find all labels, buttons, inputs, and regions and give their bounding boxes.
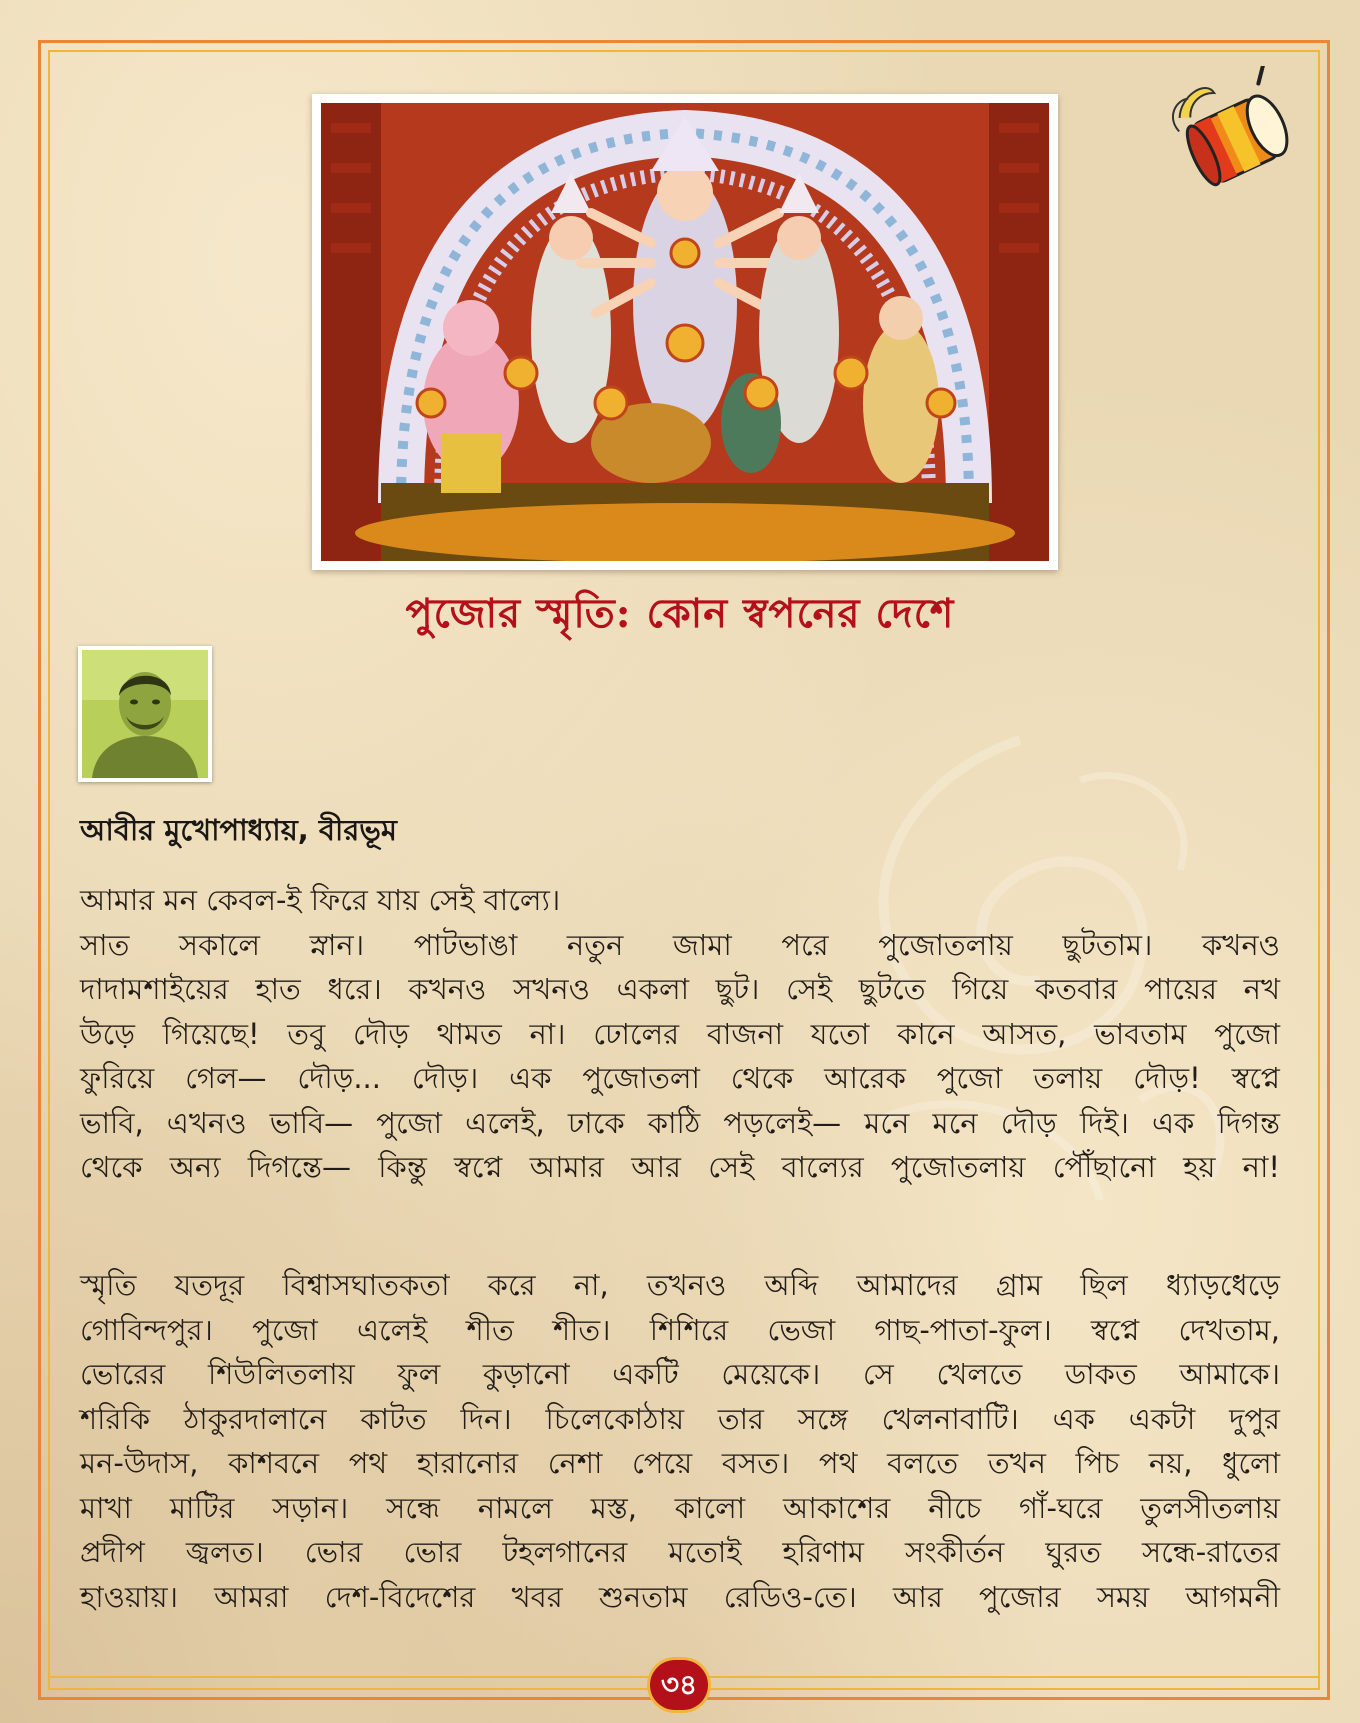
durga-idol-photo [321, 103, 1049, 561]
paragraph-1 [80, 878, 1280, 1190]
paragraph-line: দাদামশাইয়ের হাত ধরে। কখনও সখনও একলা ছুট। সেই ছুটতে গিয়ে কতবার পায়ের নখ [80, 972, 1280, 1006]
paragraph-line: ফুরিয়ে গেল— দৌড়... দৌড়। এক পুজোতলা থেকে আরেক পুজো তলায় দৌড়! স্বপ্নে [80, 1061, 1280, 1095]
paragraph-line: মাখা মাটির সড়ান। সন্ধে নামলে মস্ত, কালো আকাশের নীচে গাঁ-ঘরে তুলসীতলায় [80, 1490, 1280, 1525]
paragraph-line: আমার মন কেবল-ই ফিরে যায় সেই বাল্যে। [80, 883, 561, 917]
author-byline: আবীর মুখোপাধ্যায়, বীরভূম [80, 813, 397, 847]
paragraph-line: মন-উদাস, কাশবনে পথ হারানোর নেশা পেয়ে বসত। পথ বলতে তখন পিচ নয়, ধুলো [80, 1446, 1280, 1480]
header-photo-frame [312, 94, 1058, 570]
author-photo-frame [78, 646, 212, 782]
paragraph-line: ভোরের শিউলিতলায় ফুল কুড়ানো একটি মেয়েকে। সে খেলতে ডাকত আমাকে। [80, 1357, 1280, 1391]
paragraph-line: উড়ে গিয়েছে! তবু দৌড় থামত না। ঢোলের বাজনা যতো কানে আসত, ভাবতাম পুজো [80, 1016, 1280, 1051]
article-title: পুজোর স্মৃতি: কোন স্বপনের দেশে [405, 590, 955, 637]
paragraph-2 [80, 1263, 1280, 1619]
paragraph-line: থেকে অন্য দিগন্তে— কিন্তু স্বপ্নে আমার আর সেই বাল্যের পুজোতলায় পৌঁছানো হয় না! [80, 1150, 1280, 1184]
paragraph-line: ভাবি, এখনও ভাবি— পুজো এলেই, ঢাকে কাঠি পড়লেই— মনে মনে দৌড় দিই। এক দিগন্ত [80, 1105, 1280, 1140]
author-portrait [82, 650, 208, 778]
paragraph-line: স্মৃতি যতদূর বিশ্বাসঘাতকতা করে না, তখনও অব্দি আমাদের গ্রাম ছিল ধ্যাড়ধেড়ে [80, 1268, 1280, 1302]
paragraph-line: গোবিন্দপুর। পুজো এলেই শীত শীত। শিশিরে ভেজা গাছ-পাতা-ফুল। স্বপ্নে দেখতাম, [80, 1312, 1280, 1347]
paragraph-line: হাওয়ায়। আমরা দেশ-বিদেশের খবর শুনতাম রেডিও-তে। আর পুজোর সময় আগমনী [80, 1579, 1280, 1614]
paragraph-line: প্রদীপ জ্বলত। ভোর ভোর টহলগানের মতোই হরিণাম সংকীর্তন ঘুরত সন্ধে-রাতের [80, 1535, 1280, 1569]
dhak-drum-icon [1172, 66, 1308, 202]
paragraph-line: সাত সকালে স্নান। পাটভাঙা নতুন জামা পরে পুজোতলায় ছুটতাম। কখনও [80, 927, 1280, 962]
page-number-badge: ৩৪ [650, 1660, 708, 1710]
paragraph-line: শরিকি ঠাকুরদালানে কাটত দিন। চিলেকোঠায় তার সঙ্গে খেলনাবাটি। এক একটা দুপুর [80, 1401, 1280, 1436]
